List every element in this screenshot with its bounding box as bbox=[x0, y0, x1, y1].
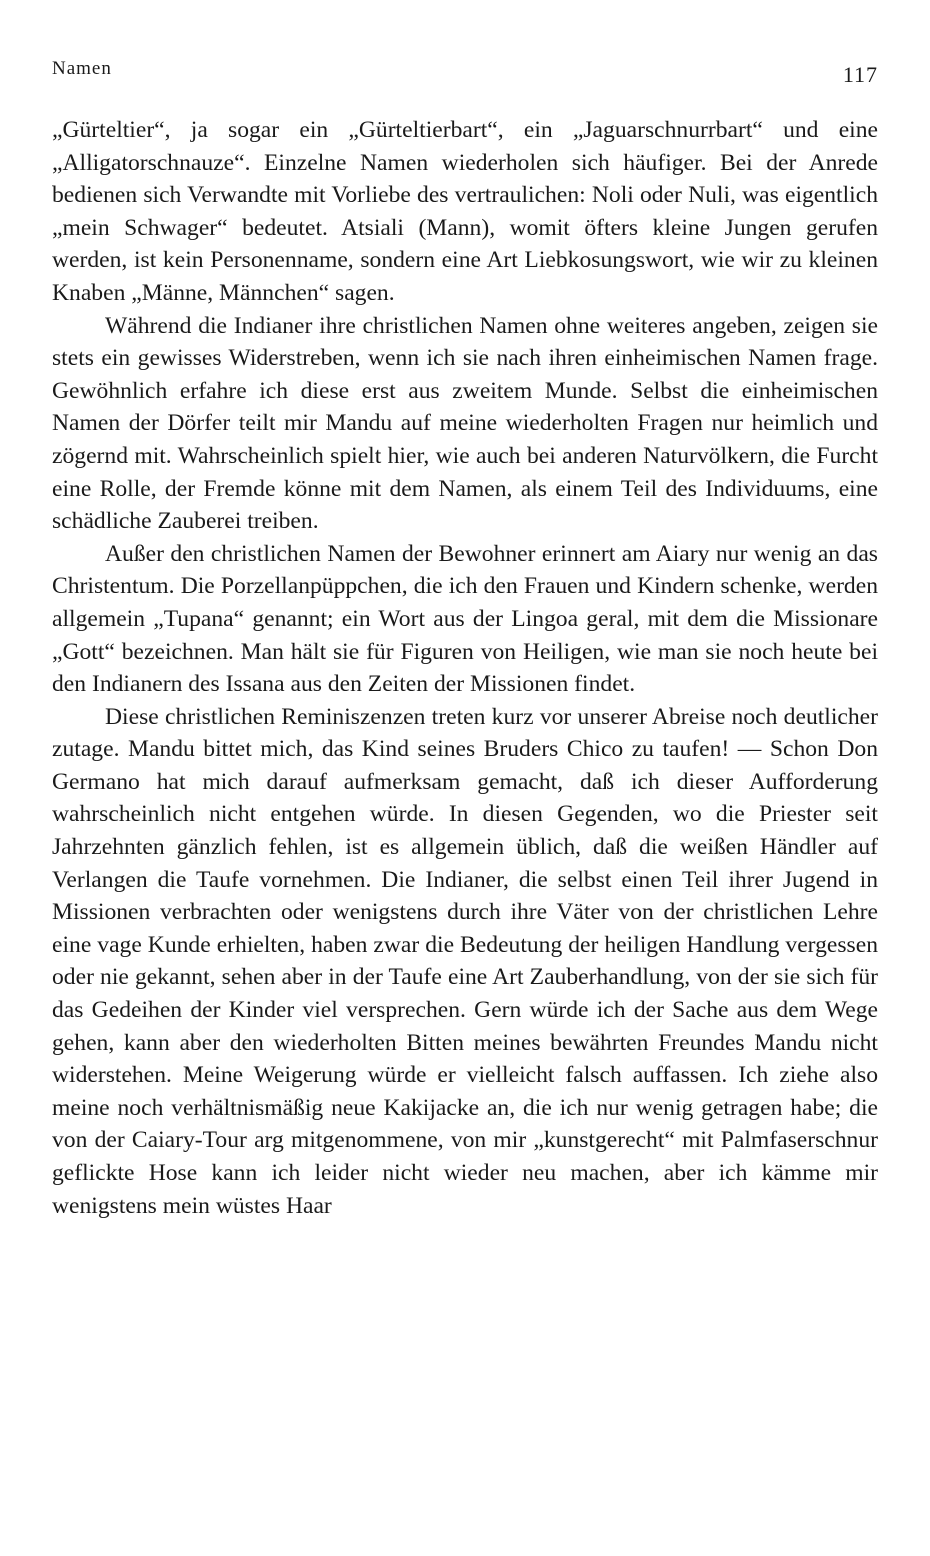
paragraph-continued: „Gürteltier“, ja sogar ein „Gürteltierbart“, ein „Jaguarschnurrbart“ und eine „Alligatorschnauze“. Einzelne Namen wiederholen sich häufiger. Bei der Anrede bedienen sich Verwandte mit Vorliebe des vertraulichen: Noli oder Nuli, was eigentlich „mein Schwager“ bedeutet. Atsiali (Mann), womit öfters kleine Jungen gerufen werden, ist kein Personenname, sondern eine Art Liebkosungswort, wie wir zu kleinen Knaben „Männe, Männchen“ sagen. bbox=[52, 117, 878, 306]
paragraph: Außer den christlichen Namen der Bewohner erinnert am Aiary nur wenig an das Christentum. Die Porzellanpüppchen, die ich den Frauen und Kindern schenke, werden allgemein „Tupana“ genannt; ein Wort aus der Lingoa geral, mit dem die Missionare „Gott“ bezeichnen. Man hält sie für Figuren von Heiligen, wie man sie noch heute bei den Indianern des Issana aus den Zeiten der Missionen findet. bbox=[52, 540, 878, 698]
paragraph: Während die Indianer ihre christlichen Namen ohne weiteres angeben, zeigen sie stets ein gewisses Widerstreben, wenn ich sie nach ihren einheimischen Namen frage. Gewöhnlich erfahre ich diese erst aus zweitem Munde. Selbst die einheimischen Namen der Dörfer teilt mir Mandu auf meine wiederholten Fragen nur heimlich und zögernd mit. Wahrscheinlich spielt hier, wie auch bei anderen Naturvölkern, die Furcht eine Rolle, der Fremde könne mit dem Namen, als einem Teil des Individuums, eine schädliche Zauberei treiben. bbox=[52, 312, 878, 535]
body-text bbox=[52, 114, 878, 1222]
page-number: 117 bbox=[842, 62, 878, 87]
running-head bbox=[52, 58, 878, 88]
running-head-title: Namen bbox=[52, 58, 112, 79]
paragraph: Diese christlichen Reminiszenzen treten kurz vor unserer Abreise noch deutlicher zutage. Mandu bittet mich, das Kind seines Bruders Chico zu taufen! — Schon Don Germano hat mich darauf aufmerksam gemacht, daß ich dieser Aufforderung wahrscheinlich nicht entgehen würde. In diesen Gegenden, wo die Priester seit Jahrzehnten gänzlich fehlen, ist es allgemein üblich, daß die weißen Händler auf Verlangen die Taufe vornehmen. Die Indianer, die selbst einen Teil ihrer Jugend in Missionen verbrachten oder wenigstens durch ihre Väter von der christlichen Lehre eine vage Kunde erhielten, haben zwar die Bedeutung der heiligen Handlung vergessen oder nie gekannt, sehen aber in der Taufe eine Art Zauberhandlung, von der sie sich für das Gedeihen der Kinder viel versprechen. Gern würde ich der Sache aus dem Wege gehen, kann aber den wiederholten Bitten meines bewährten Freundes Mandu nicht widerstehen. Meine Weigerung würde er vielleicht falsch auffassen. Ich ziehe also meine noch verhältnismäßig neue Kakijacke an, die ich nur wenig getragen habe; die von der Caiary-Tour arg mitgenommene, von mir „kunstgerecht“ mit Palmfaserschnur geflickte Hose kann ich leider nicht wieder neu machen, aber ich kämme mir wenigstens mein wüstes Haar bbox=[52, 703, 878, 1219]
